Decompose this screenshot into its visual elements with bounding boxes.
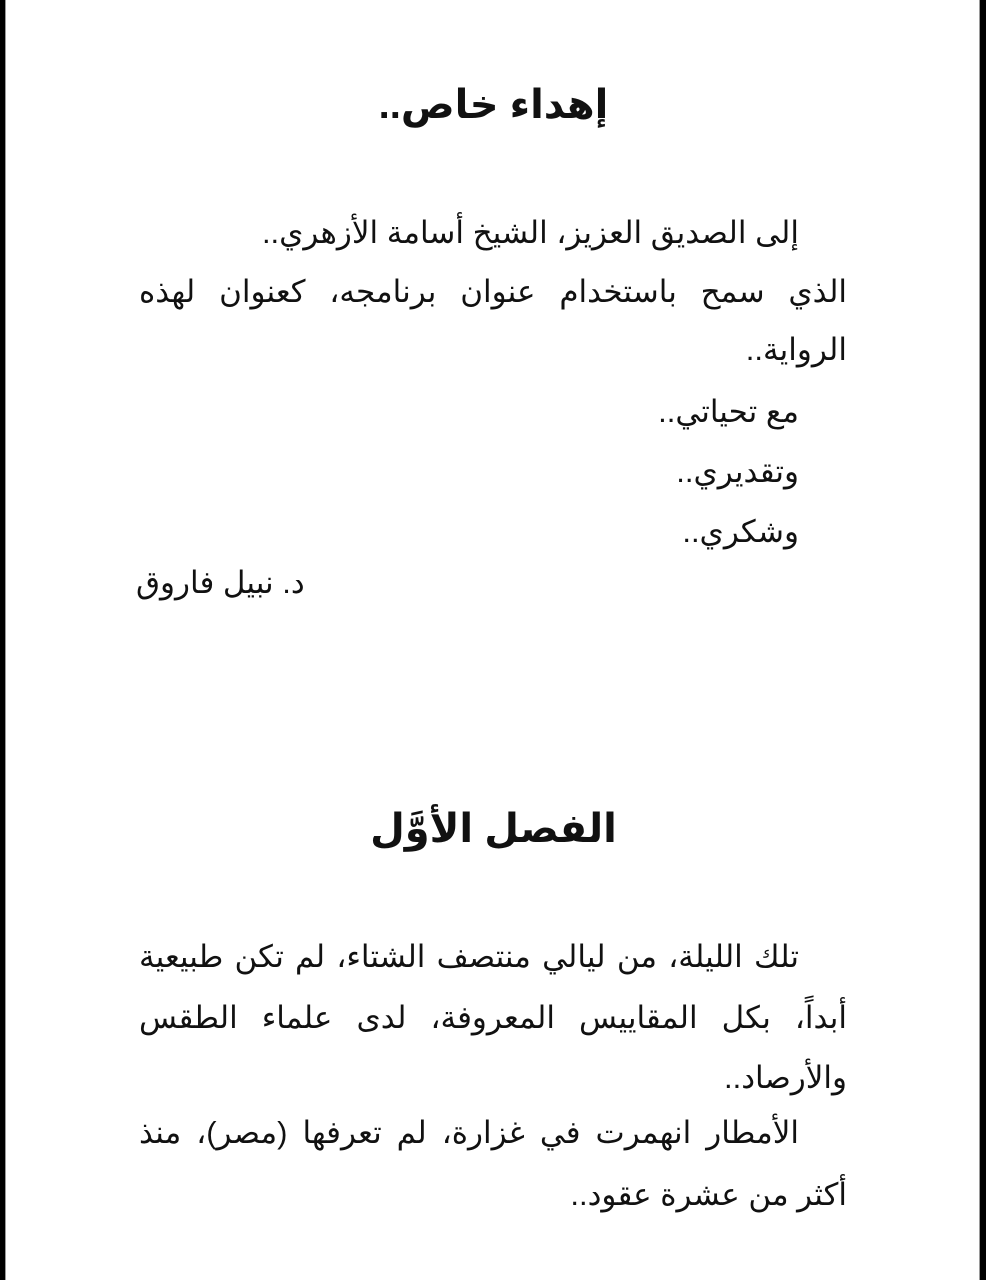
chapter-paragraph-line: أبداً، بكل المقاييس المعروفة، لدى علماء الطقس [139,1000,847,1035]
chapter-paragraph-line: الأمطار انهمرت في غزارة، لم تعرفها (مصر)، منذ [139,1115,799,1150]
dedication-title: إهداء خاص.. [378,83,609,127]
dedication-line: الرواية.. [745,332,847,367]
chapter-paragraph-line: تلك الليلة، من ليالي منتصف الشتاء، لم تكن طبيعية [139,939,799,974]
chapter-paragraph-line: والأرصاد.. [723,1060,847,1095]
chapter-title: الفصل الأوَّل [370,807,617,851]
dedication-line: وشكري.. [682,514,799,549]
dedication-line: إلى الصديق العزيز، الشيخ أسامة الأزهري.. [261,215,799,250]
dedication-signature: د. نبيل فاروق [136,565,305,600]
book-page [5,0,980,1280]
dedication-line: مع تحياتي.. [658,394,799,429]
dedication-line: الذي سمح باستخدام عنوان برنامجه، كعنوان لهذه [139,274,847,309]
chapter-paragraph-line: أكثر من عشرة عقود.. [570,1177,847,1212]
dedication-line: وتقديري.. [676,454,799,489]
